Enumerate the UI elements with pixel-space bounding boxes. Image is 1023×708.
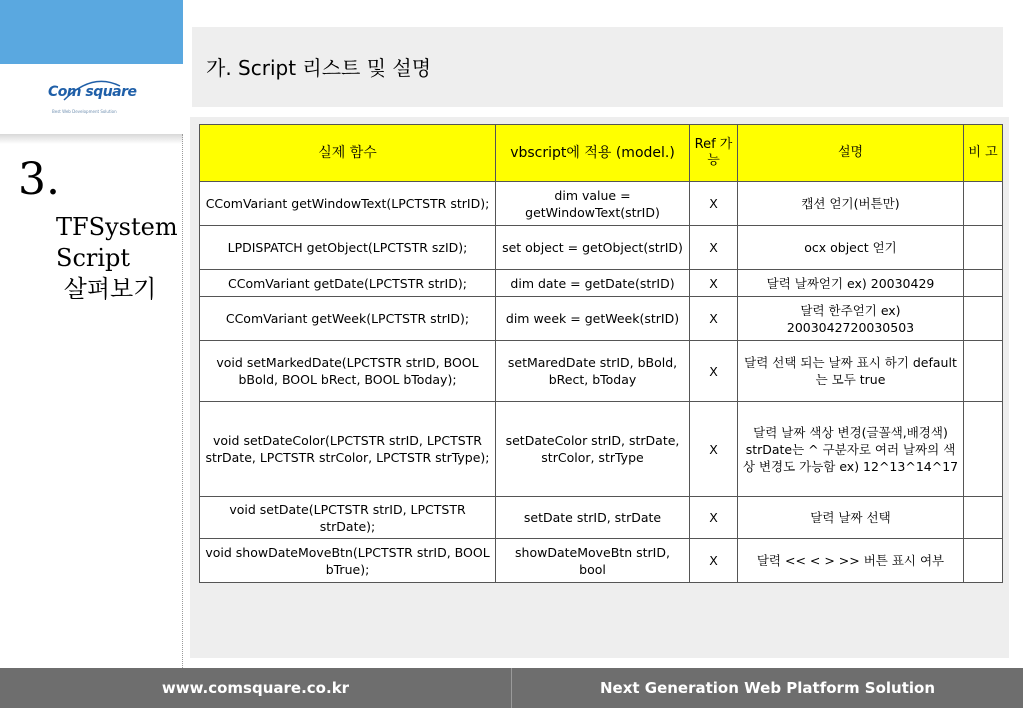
cell-note (964, 402, 1003, 497)
cell-ref: X (690, 539, 738, 583)
header-vbscript: vbscript에 적용 (model.) (496, 125, 690, 182)
header-desc: 설명 (738, 125, 964, 182)
cell-vbscript: set object = getObject(strID) (496, 226, 690, 270)
section-title-line-3: 살펴보기 (56, 275, 157, 303)
logo-tagline: Best Web Development Solution (52, 109, 117, 114)
cell-vbscript: setDate strID, strDate (496, 497, 690, 539)
cell-vbscript: dim date = getDate(strID) (496, 270, 690, 297)
cell-ref: X (690, 402, 738, 497)
table-header-row (200, 125, 1003, 182)
cell-ref: X (690, 497, 738, 539)
table-row (200, 182, 1003, 226)
cell-desc: 달력 한주얻기 ex) 2003042720030503 (738, 297, 964, 341)
table-row (200, 297, 1003, 341)
cell-function: LPDISPATCH getObject(LPCTSTR szID); (200, 226, 496, 270)
cell-desc: 캡션 얻기(버튼만) (738, 182, 964, 226)
cell-function: CComVariant getWeek(LPCTSTR strID); (200, 297, 496, 341)
cell-desc: 달력 << < > >> 버튼 표시 여부 (738, 539, 964, 583)
cell-ref: X (690, 341, 738, 402)
cell-ref: X (690, 297, 738, 341)
cell-desc: 달력 선택 되는 날짜 표시 하기 default는 모두 true (738, 341, 964, 402)
section-title-line-2: Script (56, 244, 131, 272)
cell-desc: 달력 날짜 선택 (738, 497, 964, 539)
cell-vbscript: setDateColor strID, strDate, strColor, strType (496, 402, 690, 497)
cell-vbscript: setMaredDate strID, bBold, bRect, bToday (496, 341, 690, 402)
cell-note (964, 270, 1003, 297)
cell-ref: X (690, 226, 738, 270)
cell-note (964, 226, 1003, 270)
table-row (200, 497, 1003, 539)
cell-note (964, 497, 1003, 539)
table-row (200, 539, 1003, 583)
cell-function: CComVariant getWindowText(LPCTSTR strID); (200, 182, 496, 226)
sidebar-divider (182, 134, 183, 668)
logo-text: Com square (48, 84, 137, 100)
logo-box (0, 64, 183, 134)
cell-note (964, 539, 1003, 583)
cell-note (964, 341, 1003, 402)
cell-function: void showDateMoveBtn(LPCTSTR strID, BOOL bTrue); (200, 539, 496, 583)
cell-vbscript: showDateMoveBtn strID, bool (496, 539, 690, 583)
cell-ref: X (690, 270, 738, 297)
section-number: 3. (18, 154, 60, 205)
section-title (56, 212, 178, 305)
header-ref: Ref 가 능 (690, 125, 738, 182)
table-row (200, 402, 1003, 497)
logo-panel (0, 0, 183, 134)
cell-vbscript: dim week = getWeek(strID) (496, 297, 690, 341)
cell-function: void setDate(LPCTSTR strID, LPCTSTR strDate); (200, 497, 496, 539)
cell-function: void setMarkedDate(LPCTSTR strID, BOOL bBold, BOOL bRect, BOOL bToday); (200, 341, 496, 402)
cell-function: void setDateColor(LPCTSTR strID, LPCTSTR strDate, LPCTSTR strColor, LPCTSTR strType); (200, 402, 496, 497)
cell-vbscript: dim value = getWindowText(strID) (496, 182, 690, 226)
cell-desc: 달력 날짜얻기 ex) 20030429 (738, 270, 964, 297)
header-function: 실제 함수 (200, 125, 496, 182)
cell-desc: ocx object 얻기 (738, 226, 964, 270)
table-row (200, 270, 1003, 297)
footer (0, 668, 1023, 708)
cell-note (964, 297, 1003, 341)
cell-note (964, 182, 1003, 226)
header-note: 비 고 (964, 125, 1003, 182)
script-table (199, 124, 1003, 583)
footer-url[interactable]: www.comsquare.co.kr (0, 668, 512, 708)
cell-function: CComVariant getDate(LPCTSTR strID); (200, 270, 496, 297)
title-bar (192, 27, 1003, 107)
table-row (200, 341, 1003, 402)
logo-shadow (0, 134, 183, 144)
cell-ref: X (690, 182, 738, 226)
section-title-line-1: TFSystem (56, 213, 178, 241)
cell-desc: 달력 날짜 색상 변경(글꼴색,배경색) strDate는 ^ 구분자로 여러 날짜의 색상 변경도 가능함 ex) 12^13^14^17 (738, 402, 964, 497)
footer-slogan: Next Generation Web Platform Solution (599, 679, 936, 697)
table-row (200, 226, 1003, 270)
page-title: 가. Script 리스트 및 설명 (206, 56, 432, 80)
